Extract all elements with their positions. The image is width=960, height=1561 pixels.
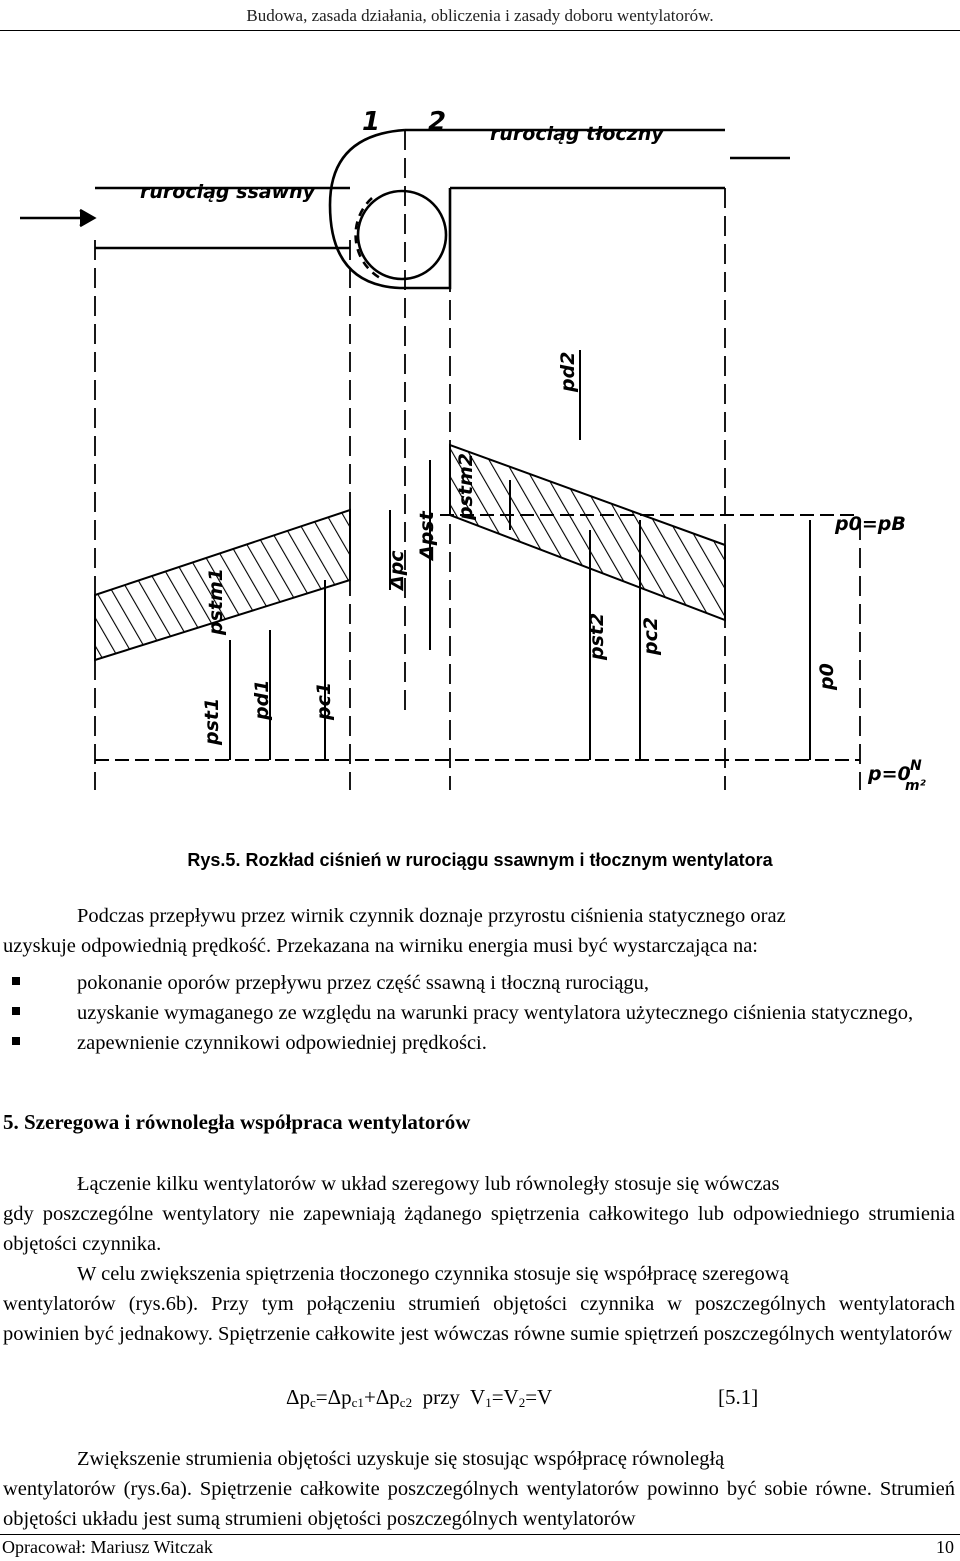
fan-impeller [358,191,446,279]
equation-5-1: $\Delta p_c=\Delta p_{c1}+\Delta p_{c2}$ przy $V_1=V_2=V$ [5.1] [286,1385,759,1410]
label-pst1: pst1 [201,697,223,745]
label-p0-pb: p0=pB [835,513,906,535]
bullet-square-icon [12,1007,20,1015]
label-pd1: pd1 [251,679,273,720]
paragraph-2: W celu zwiększenia spiętrzenia tłoczonego czynnika stosuje się współpracę szeregową wentylatorów (rys.6b). Przy tym połączeniu strumień objętości czynnika w poszczególnych wentylatorach powinien być jednakowy. Spiętrzenie całkowite jest wówczas równe sumie spiętrzeń poszczególnych wentylatorów [3,1263,955,1345]
label-pst2: pst2 [586,612,608,660]
footer-rule [0,1534,960,1535]
pressure-distribution-figure [0,90,960,830]
label-pc2: pc2 [640,616,662,655]
section-title: 5. Szeregowa i równoległa współpraca wentylatorów [3,1110,471,1134]
intro-line-1: Podczas przepływu przez wirnik czynnik doznaje przyrostu ciśnienia statycznego oraz [77,905,786,927]
label-2: 2 [428,107,447,137]
label-unit-n: N [910,758,922,774]
intro-paragraph [3,901,955,961]
intro-rest: uzyskuje odpowiednią prędkość. Przekazana na wirniku energia musi być wystarczająca na: [3,935,758,957]
list-item: uzyskanie wymaganego ze względu na warunki pracy wentylatora użytecznego ciśnienia statycznego, [0,998,955,1028]
label-pstm1: pstm1 [205,567,227,635]
footer-author: Opracował: Mariusz Witczak [2,1537,213,1557]
label-p-zero: p=0 [868,763,911,785]
bullet-square-icon [12,1037,20,1045]
requirements-list [0,968,955,1058]
label-dpc: Δpc [386,550,408,590]
list-item: pokonanie oporów przepływu przez część ssawną i tłoczną rurociągu, [0,968,955,998]
list-item: zapewnienie czynnikowi odpowiedniej prędkości. [0,1028,955,1058]
label-rurociag-tloczny: rurociąg tłoczny [490,123,664,145]
label-pstm2: pstm2 [455,452,477,520]
label-p0: p0 [816,663,838,690]
header-rule [0,30,960,31]
page-header: Budowa, zasada działania, obliczenia i zasady doboru wentylatorów. [246,6,714,25]
label-pd2: pd2 [557,351,579,392]
label-dpst: Δpst [416,511,438,560]
label-unit-m2: m² [905,778,926,794]
paragraph-3: Zwiększenie strumienia objętości uzyskuje się stosując współpracę równoległą wentylatorów (rys.6a). Spiętrzenie całkowite poszczególnych wentylatorów powinno być sobie równe. Strumień objętości układu jest sumą strumieni objętości poszczególnych wentylatorów [3,1448,955,1530]
label-rurociag-ssawny: rurociąg ssawny [140,181,316,203]
paragraph-1: Łączenie kilku wentylatorów w układ szeregowy lub równoległy stosuje się wówczas gdy poszczególne wentylatory nie zapewniają żądanego spiętrzenia całkowitego lub odpowiedniego strumienia objętości czynnika. [3,1173,955,1255]
equation-number: [5.1] [718,1385,759,1409]
page-number: 10 [936,1537,954,1557]
bullet-square-icon [12,977,20,985]
label-pc1: pc1 [313,681,335,720]
figure-caption: Rys.5. Rozkład ciśnień w rurociągu ssawnym i tłocznym wentylatora [187,850,773,870]
label-1: 1 [362,107,381,137]
discharge-hatched-band [450,445,725,620]
fan-casing [330,130,450,288]
